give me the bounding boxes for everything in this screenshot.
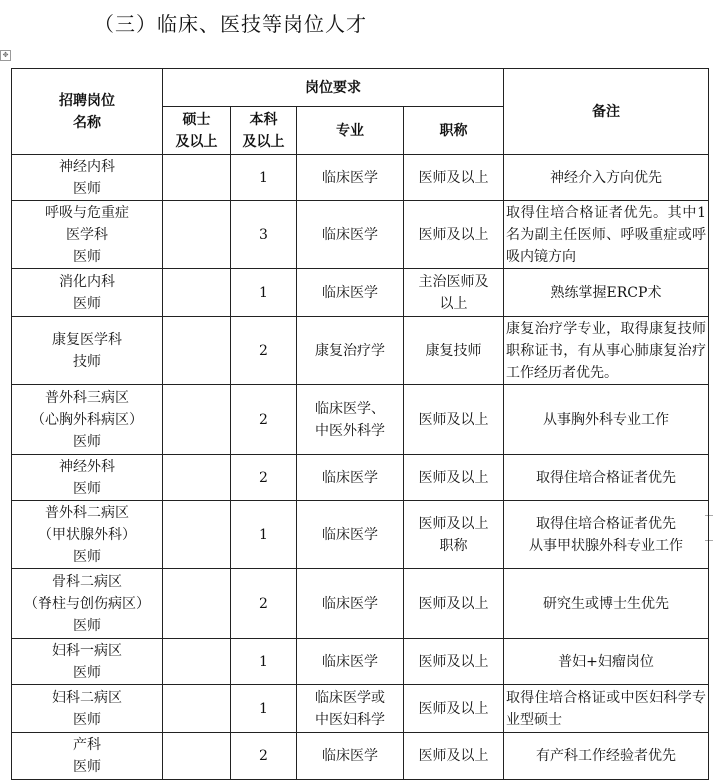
cell-rank: 医师及以上 [404, 639, 504, 685]
table-anchor-icon[interactable]: ✥ [0, 50, 11, 61]
header-requirements: 岗位要求 [163, 69, 504, 107]
cell-major: 临床医学 [297, 569, 404, 639]
header-remarks: 备注 [504, 69, 709, 155]
cell-rank: 医师及以上 [404, 155, 504, 201]
cell-bachelor: 2 [231, 455, 297, 501]
cell-masters [163, 685, 231, 733]
cell-masters [163, 501, 231, 569]
header-bachelor: 本科 及以上 [231, 107, 297, 155]
cell-masters [163, 201, 231, 269]
cell-remarks: 取得住培合格证者优先。其中1名为副主任医师、呼吸重症或呼吸内镜方向 [504, 201, 709, 269]
cell-rank: 医师及以上 [404, 733, 504, 780]
cell-major: 康复治疗学 [297, 317, 404, 385]
cell-major: 临床医学 [297, 155, 404, 201]
cell-rank: 医师及以上 职称 [404, 501, 504, 569]
cell-major: 临床医学 [297, 501, 404, 569]
cell-rank: 主治医师及 以上 [404, 269, 504, 317]
table-row [12, 317, 709, 385]
cell-remarks: 神经介入方向优先 [504, 155, 709, 201]
cell-position: 消化内科 医师 [12, 269, 163, 317]
table-row [12, 155, 709, 201]
table-row [12, 733, 709, 780]
table-row [12, 269, 709, 317]
cell-bachelor: 2 [231, 569, 297, 639]
header-masters: 硕士 及以上 [163, 107, 231, 155]
cell-masters [163, 385, 231, 455]
cell-position: 普外科三病区 （心胸外科病区） 医师 [12, 385, 163, 455]
cell-masters [163, 269, 231, 317]
cell-major: 临床医学 [297, 455, 404, 501]
cell-position: 妇科一病区 医师 [12, 639, 163, 685]
cell-position: 康复医学科 技师 [12, 317, 163, 385]
cell-bachelor: 2 [231, 317, 297, 385]
table-row [12, 501, 709, 569]
header-title-rank: 职称 [404, 107, 504, 155]
cell-masters [163, 155, 231, 201]
cell-rank: 医师及以上 [404, 455, 504, 501]
cell-major: 临床医学 [297, 639, 404, 685]
section-title: （三）临床、医技等岗位人才 [94, 12, 367, 36]
cell-position: 呼吸与危重症 医学科 医师 [12, 201, 163, 269]
cell-remarks: 取得住培合格证或中医妇科学专业型硕士 [504, 685, 709, 733]
table-row [12, 455, 709, 501]
cell-major: 临床医学、 中医外科学 [297, 385, 404, 455]
cell-rank: 医师及以上 [404, 685, 504, 733]
cell-masters [163, 733, 231, 780]
table-row [12, 569, 709, 639]
cell-major: 临床医学 [297, 201, 404, 269]
cell-rank: 医师及以上 [404, 385, 504, 455]
cell-remarks: 研究生或博士生优先 [504, 569, 709, 639]
cell-position: 神经外科 医师 [12, 455, 163, 501]
cell-masters [163, 569, 231, 639]
table-row [12, 685, 709, 733]
cell-bachelor: 3 [231, 201, 297, 269]
cell-bachelor: 1 [231, 269, 297, 317]
cell-position: 普外科二病区 （甲状腺外科） 医师 [12, 501, 163, 569]
cell-masters [163, 455, 231, 501]
cell-remarks: 取得住培合格证者优先 从事甲状腺外科专业工作 [504, 501, 709, 569]
cell-masters [163, 317, 231, 385]
cell-bachelor: 1 [231, 685, 297, 733]
cell-position: 产科 医师 [12, 733, 163, 780]
cell-remarks: 从事胸外科专业工作 [504, 385, 709, 455]
cell-bachelor: 1 [231, 501, 297, 569]
table-row [12, 385, 709, 455]
cell-major: 临床医学 [297, 733, 404, 780]
cell-rank: 医师及以上 [404, 569, 504, 639]
cell-remarks: 康复治疗学专业，取得康复技师职称证书，有从事心肺康复治疗工作经历者优先。 [504, 317, 709, 385]
cell-remarks: 有产科工作经验者优先 [504, 733, 709, 780]
cell-masters [163, 639, 231, 685]
cell-position: 神经内科 医师 [12, 155, 163, 201]
cell-position: 骨科二病区 （脊柱与创伤病区） 医师 [12, 569, 163, 639]
cell-bachelor: 1 [231, 155, 297, 201]
cell-position: 妇科二病区 医师 [12, 685, 163, 733]
cell-remarks: 取得住培合格证者优先 [504, 455, 709, 501]
table-row [12, 639, 709, 685]
cell-bachelor: 2 [231, 385, 297, 455]
cell-remarks: 普妇+妇瘤岗位 [504, 639, 709, 685]
cell-major: 临床医学或 中医妇科学 [297, 685, 404, 733]
header-position: 招聘岗位 名称 [12, 69, 163, 155]
cell-rank: 医师及以上 [404, 201, 504, 269]
recruitment-table [11, 68, 709, 780]
cell-rank: 康复技师 [404, 317, 504, 385]
cell-bachelor: 2 [231, 733, 297, 780]
cell-bachelor: 1 [231, 639, 297, 685]
table-row [12, 201, 709, 269]
header-major: 专业 [297, 107, 404, 155]
cell-major: 临床医学 [297, 269, 404, 317]
cell-remarks: 熟练掌握ERCP术 [504, 269, 709, 317]
